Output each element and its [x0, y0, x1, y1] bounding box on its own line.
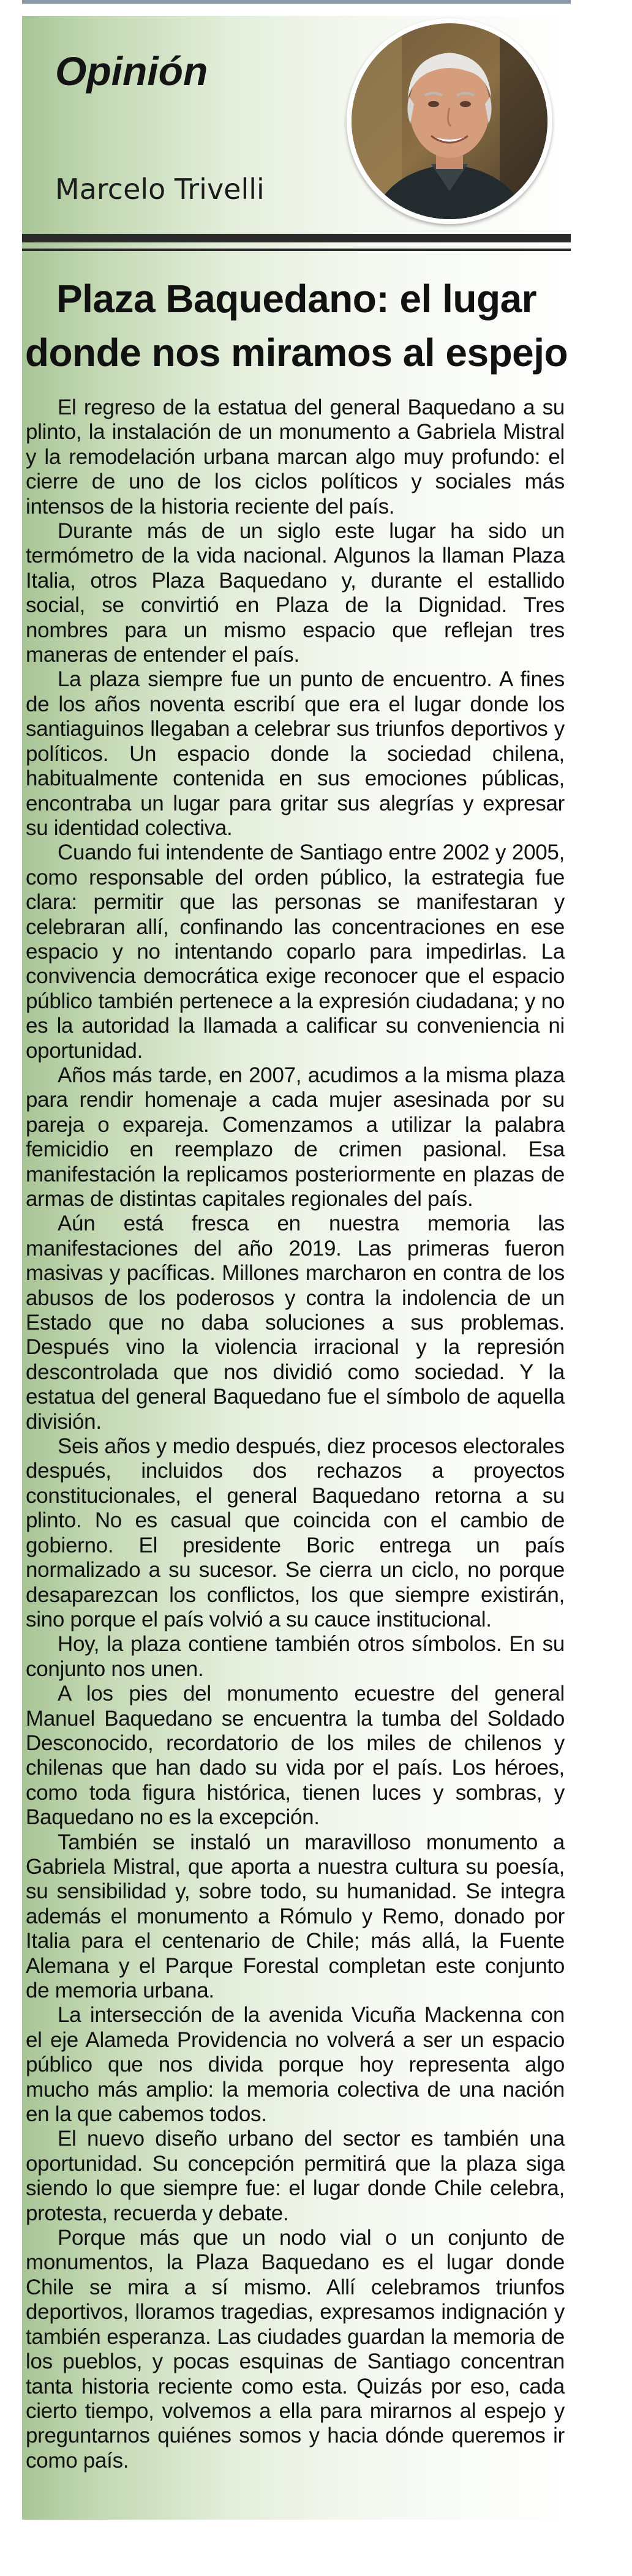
paragraph: Durante más de un siglo este lugar ha sido un termómetro de la vida nacional. Algunos la llaman Plaza Italia, otros Plaza Baquedano y, durante el estallido social, se convirtió en Plaza de la Dignidad. Tres nombres para un mismo espacio que reflejan tres maneras de entender el país.: [26, 519, 565, 667]
paragraph: Hoy, la plaza contiene también otros símbolos. En su conjunto nos unen.: [26, 1632, 565, 1681]
article-body: [26, 395, 565, 2473]
paragraph: Cuando fui intendente de Santiago entre 2002 y 2005, como responsable del orden público, la estrategia fue clara: permitir que las personas se manifestaran y celebraran allí, confinando las concentraciones en ese espacio y no intentando coparlo para impedirlas. La convivencia democrática exige reconocer que el espacio público también pertenece a la expresión ciudadana; y no es la autoridad la llamada a calificar su conveniencia ni oportunidad.: [26, 841, 565, 1063]
paragraph: Aún está fresca en nuestra memoria las manifestaciones del año 2019. Las primeras fueron masivas y pacíficas. Millones marcharon en contra de los abusos de los poderosos y contra la indolencia de un Estado que no daba soluciones a sus problemas. Después vino la violencia irracional y la represión descontrolada que nos dividió como sociedad. Y la estatua del general Baquedano fue el símbolo de aquella división.: [26, 1211, 565, 1434]
section-label: Opinión: [55, 48, 208, 94]
author-portrait-illustration: [347, 18, 552, 224]
author-portrait: [347, 18, 552, 224]
author-name: Marcelo Trivelli: [55, 173, 265, 206]
paragraph: A los pies del monumento ecuestre del general Manuel Baquedano se encuentra la tumba del Soldado Desconocido, recordatorio de los miles de chilenos y chilenas que han dado su vida por el país. Los héroes, como toda figura histórica, tienen luces y sombras, y Baquedano no es la excepción.: [26, 1682, 565, 1830]
paragraph: Seis años y medio después, diez procesos electorales después, incluidos dos rechazos a proyectos constitucionales, el general Baquedano retorna a su plinto. No es casual que coincida con el cambio de gobierno. El presidente Boric entrega un país normalizado a su sucesor. Se cierra un ciclo, no porque desaparezcan los conflictos, los que siempre existirán, sino porque el país volvió a su cauce institucional.: [26, 1434, 565, 1631]
paragraph: Porque más que un nodo vial o un conjunto de monumentos, la Plaza Baquedano es el lugar donde Chile se mira a sí mismo. Allí celebramos triunfos deportivos, lloramos tragedias, expresamos indignación y también esperanza. Las ciudades guardan la memoria de los pueblos, y pocas esquinas de Santiago concentran tanta historia reciente como esta. Quizás por eso, cada cierto tiempo, volvemos a ella para mirarnos al espejo y preguntarnos quiénes somos y hacia dónde queremos ir como país.: [26, 2226, 565, 2473]
headline: Plaza Baquedano: el lugar donde nos miramos al espejo: [24, 277, 568, 375]
opinion-column: [22, 16, 571, 2520]
paragraph: El regreso de la estatua del general Baquedano a su plinto, la instalación de un monumento a Gabriela Mistral y la remodelación urbana marcan algo muy profundo: el cierre de uno de los ciclos políticos y sociales más intensos de la historia reciente del país.: [26, 395, 565, 519]
top-rule: [22, 0, 571, 4]
paragraph: También se instaló un maravilloso monumento a Gabriela Mistral, que aporta a nuestra cultura su poesía, su sensibilidad y, sobre todo, su humanidad. Se integra además el monumento a Rómulo y Remo, donado por Italia para el centenario de Chile; más allá, la Fuente Alemana y el Parque Forestal completan este conjunto de memoria urbana.: [26, 1830, 565, 2002]
header-rule-thin: [22, 249, 571, 251]
paragraph: La intersección de la avenida Vicuña Mackenna con el eje Alameda Providencia no volverá a ser un espacio público que nos divida porque hoy representa algo mucho más amplio: la memoria colectiva de una nación en la que cabemos todos.: [26, 2003, 565, 2127]
paragraph: Años más tarde, en 2007, acudimos a la misma plaza para rendir homenaje a cada mujer asesinada por su pareja o expareja. Comenzamos a utilizar la palabra femicidio en reemplazo de crimen pasional. Esa manifestación la replicamos posteriormente en plazas de armas de distintas capitales regionales del país.: [26, 1063, 565, 1211]
paragraph: La plaza siempre fue un punto de encuentro. A fines de los años noventa escribí que era el lugar donde los santiaguinos llegaban a celebrar sus triunfos deportivos y políticos. Un espacio donde la sociedad chilena, habitualmente contenida en sus emociones públicas, encontraba un lugar para gritar sus alegrías y expresar su identidad colectiva.: [26, 667, 565, 840]
paragraph: El nuevo diseño urbano del sector es también una oportunidad. Su concepción permitirá que la plaza siga siendo lo que siempre fue: el lugar donde Chile celebra, protesta, recuerda y debate.: [26, 2127, 565, 2225]
column-header: [22, 16, 571, 231]
header-rule-thick: [22, 234, 571, 242]
